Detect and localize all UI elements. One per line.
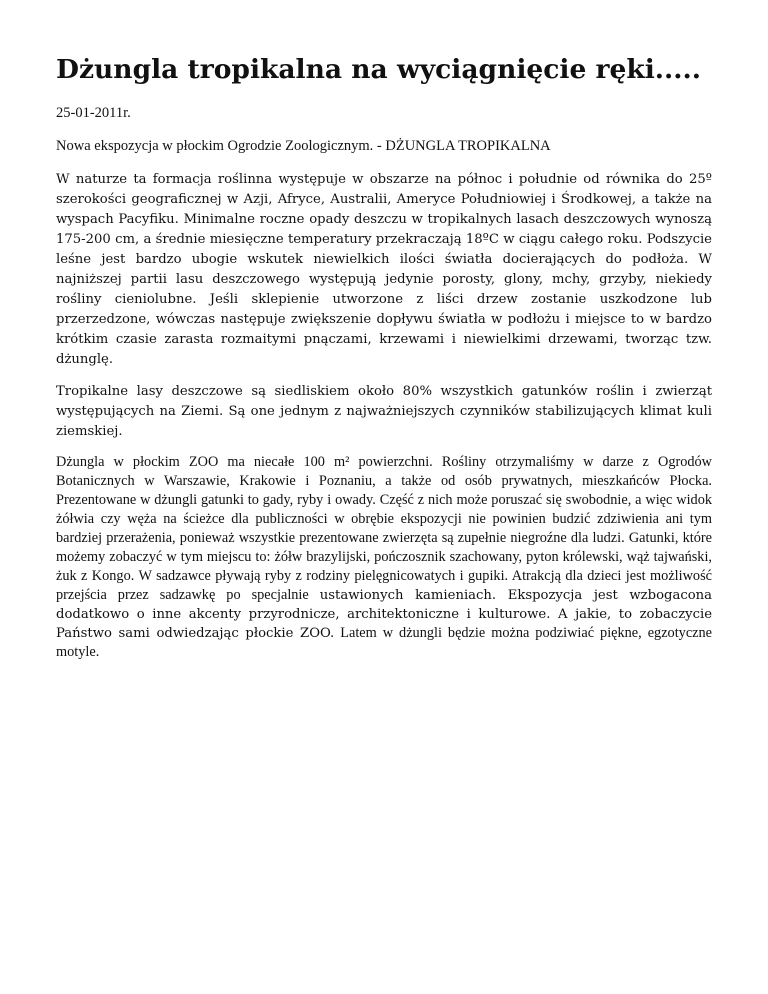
- article-date: 25-01-2011r.: [56, 105, 131, 121]
- paragraph-3-text-c: Latem w dżungli będzie można podziwiać piękne, egzotyczne motyle.: [56, 625, 713, 660]
- paragraph-3: [56, 453, 712, 662]
- paragraph-1: [56, 169, 712, 369]
- paragraph-1-text: W naturze ta formacja roślinna występuje w obszarze na północ i południe od równika do 25º szerokości geograficznej w Azji, Afryce, Australii, Ameryce Południowiej i Środkowej, a także na wyspach Pacyfiku. Minimalne roczne opady deszczu w tropikalnych lasach deszczowych wynoszą 175-200 cm, a średnie miesięczne temperatury przekraczają 18ºC w ciągu całego roku. Podszycie leśne jest bardzo ubogie wskutek niewielkich ilości światła docierających do podłoża. W najniższej partii lasu deszczowego występują jedynie porosty, glony, mchy, grzyby, niekiedy rośliny cieniolubne. Jeśli sklepienie utworzone z liści drzew zostanie uszkodzone lub przerzedzone, wówczas następuje zwiększenie dopływu światła w podłożu i miejsce to w bardzo krótkim czasie zarasta rozmaitymi pnączami, krzewami i niewielkimi drzewami, tworząc tzw. dżunglę.: [56, 172, 712, 367]
- paragraph-2: [56, 381, 712, 441]
- article-subtitle: Nowa ekspozycja w płockim Ogrodzie Zoologicznym. - DŻUNGLA TROPIKALNA: [56, 138, 551, 154]
- paragraph-3-text-b: ustawionych kamieniach. Ekspozycja jest wzbogacona dodatkowo o inne akcenty przyrodnicze, architektoniczne i kulturowe. A jakie, to zobaczycie Państwo sami odwiedzając płockie ZOO.: [56, 588, 712, 641]
- paragraph-2-text: Tropikalne lasy deszczowe są siedliskiem około 80% wszystkich gatunków roślin i zwierząt występujących na Ziemi. Są one jednym z najważniejszych czynników stabilizujących klimat kuli ziemskiej.: [56, 384, 712, 439]
- article-title: Dżungla tropikalna na wyciągnięcie ręki.....: [56, 54, 701, 85]
- paragraph-3-text-a: Dżungla w płockim ZOO ma niecałe 100 m² powierzchni. Rośliny otrzymaliśmy w darze z Ogrodów Botanicznych w Warszawie, Krakowie i Poznaniu, a także od osób prywatnych, mieszkańców Płocka. Prezentowane w dżungli gatunki to gady, ryby i owady. Część z nich może poruszać się swobodnie, a więc widok żółwia czy węża na ścieżce dla publiczności w obrębie ekspozycji nie powinien budzić zdziwienia ani tym bardziej przerażenia, ponieważ wszystkie prezentowane zwierzęta są zupełnie niegroźne dla ludzi. Gatunki, które możemy zobaczyć w tym miejscu to: żółw brazylijski, pończosznik szachowany, pyton królewski, wąż tajwański, żuk z Kongo. W sadzawce pływają ryby z rodziny pielęgnicowatych i gupiki. Atrakcją dla dzieci jest możliwość przejścia przez sadzawkę po specjalnie: [56, 454, 712, 603]
